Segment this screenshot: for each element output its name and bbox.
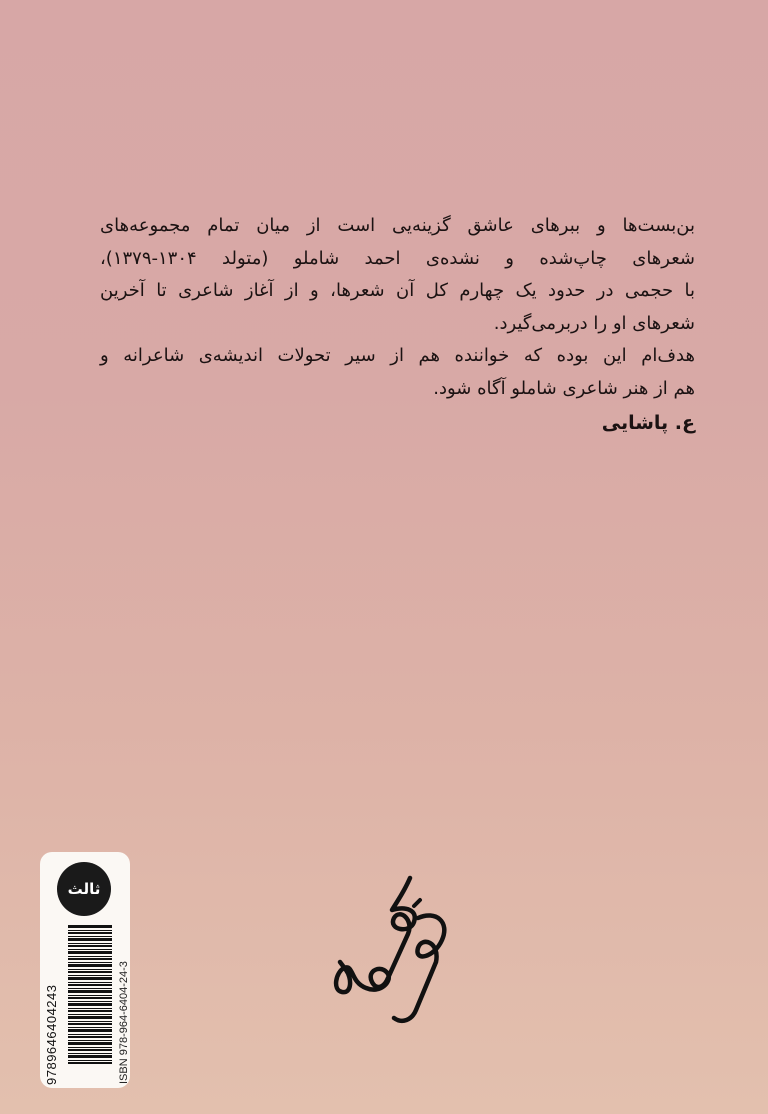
barcode-bars — [68, 924, 112, 1064]
title-calligraphy-logo — [318, 870, 468, 1030]
publisher-logo: ثالث — [57, 862, 111, 916]
blurb-line: شعرهای او را دربرمی‌گیرد. — [493, 312, 695, 334]
blurb-line: شعرهای چاپ‌شده و نشده‌ی احمد شاملو (متولد ۱۳۰۴-۱۳۷۹)، — [100, 247, 695, 269]
blurb-line: هم از هنر شاعری شاملو آگاه شود. — [433, 377, 695, 399]
isbn-barcode-label — [40, 852, 130, 1088]
barcode-number: 9789646404243 — [44, 984, 59, 1085]
isbn-text: ISBN 978-964-6404-24-3 — [118, 961, 130, 1084]
blurb-line: هدف‌ام این بوده که خواننده هم از سیر تحولات اندیشه‌ی شاعرانه و — [100, 345, 695, 366]
blurb-line: با حجمی در حدود یک چهارم کل آن شعرها، و از آغاز شاعری تا آخرین — [100, 280, 695, 301]
author-signature: ع. پاشایی — [601, 412, 695, 434]
back-cover-blurb — [100, 210, 695, 405]
blurb-line: بن‌بست‌ها و ببرهای عاشق گزینه‌یی است از میان تمام مجموعه‌های — [100, 215, 695, 236]
